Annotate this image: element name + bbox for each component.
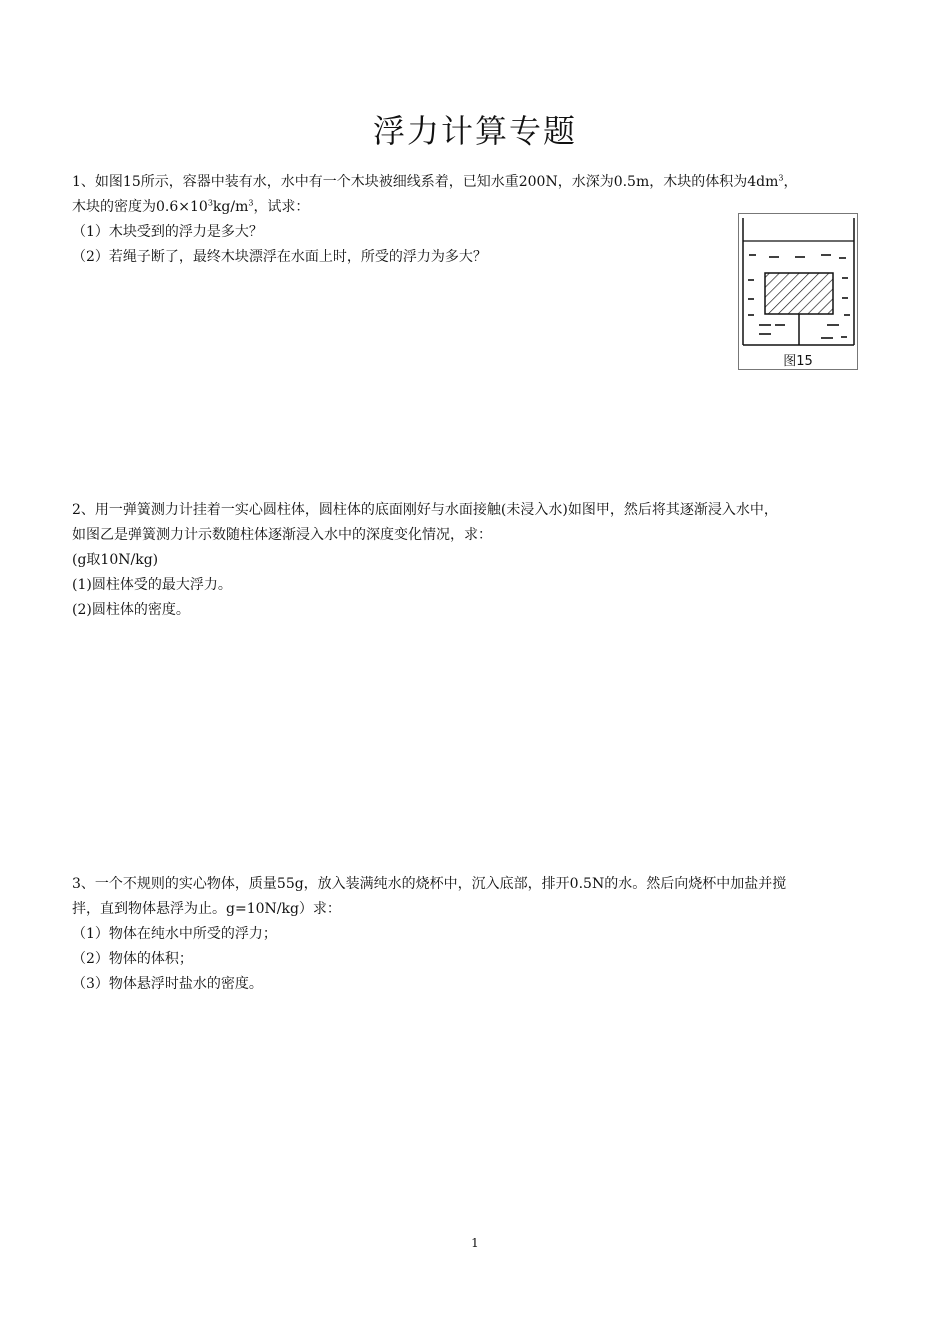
question-1-sub-1: （1）木块受到的浮力是多大？ xyxy=(72,224,263,240)
question-3-sub-2: （2）物体的体积； xyxy=(72,951,193,967)
question-1-density-c: ，试求： xyxy=(253,199,310,215)
page-number: 1 xyxy=(471,1236,479,1250)
question-1-text-b: ， xyxy=(783,174,798,190)
question-3-sub-1: （1）物体在纯水中所受的浮力； xyxy=(72,926,277,942)
question-2-line-3: (g取10N/kg) xyxy=(72,552,159,568)
question-1-sub-2: （2）若绳子断了，最终木块漂浮在水面上时，所受的浮力为多大？ xyxy=(72,249,487,265)
page-title: 浮力计算专题 xyxy=(372,112,577,150)
question-3 xyxy=(72,872,884,997)
question-1-density-a: 木块的密度为0.6×10 xyxy=(72,199,208,215)
question-2 xyxy=(72,498,884,623)
container-diagram xyxy=(739,214,859,371)
question-3-line-2: 拌，直到物体悬浮为止。g=10N/kg）求： xyxy=(72,901,341,917)
question-2-line-1: 2、用一弹簧测力计挂着一实心圆柱体，圆柱体的底面刚好与水面接触(未浸入水)如图甲，然后将其逐渐浸入水中， xyxy=(72,502,778,518)
superscript: 3 xyxy=(778,173,784,183)
question-1-text-a: 1、如图15所示，容器中装有水，水中有一个木块被细线系着，已知水重200N，水深为0.5m，木块的体积为4dm xyxy=(72,174,779,190)
figure-15 xyxy=(738,213,858,370)
superscript: 3 xyxy=(248,198,254,208)
wooden-block xyxy=(765,273,833,314)
question-3-line-1: 3、一个不规则的实心物体，质量55g，放入装满纯水的烧杯中，沉入底部，排开0.5N的水。然后向烧杯中加盐并搅 xyxy=(72,876,787,892)
superscript: 3 xyxy=(207,198,213,208)
question-2-line-2: 如图乙是弹簧测力计示数随柱体逐渐浸入水中的深度变化情况，求： xyxy=(72,527,492,543)
question-3-sub-3: （3）物体悬浮时盐水的密度。 xyxy=(72,976,263,992)
question-1-line-1 xyxy=(72,170,884,195)
question-2-sub-2: (2)圆柱体的密度。 xyxy=(72,602,190,618)
question-2-sub-1: (1)圆柱体受的最大浮力。 xyxy=(72,577,232,593)
question-1-density-b: kg/m xyxy=(212,199,249,215)
figure-caption: 图15 xyxy=(783,354,813,369)
